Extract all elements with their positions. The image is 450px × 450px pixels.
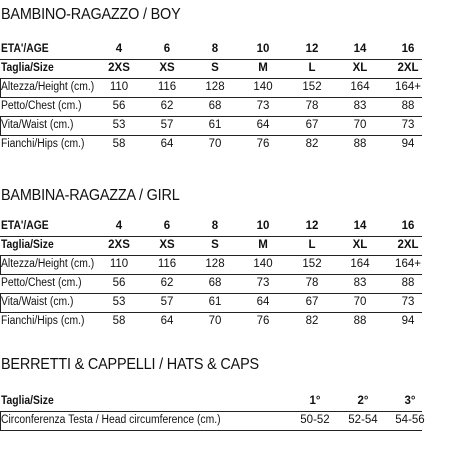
hips-row — [0, 135, 422, 154]
age-cell: 4 — [115, 43, 123, 55]
hips-label: Fianchi/Hips (cm.) — [1, 315, 85, 327]
size-label: Taglia/Size — [1, 62, 54, 74]
table-cell: 70 — [208, 315, 222, 327]
table-cell: 78 — [305, 277, 319, 289]
table-cell: 83 — [353, 100, 367, 112]
size-cell: 2XS — [108, 62, 130, 74]
table-cell: 110 — [109, 258, 129, 270]
table-cell: 56 — [112, 277, 126, 289]
size-cell: S — [211, 62, 219, 74]
chest-row — [0, 274, 422, 293]
table-cell: 52-54 — [348, 414, 378, 426]
table-cell: 78 — [305, 100, 319, 112]
size-cell: L — [308, 239, 316, 251]
size-cell: XS — [159, 239, 175, 251]
table-cell: 88 — [353, 138, 367, 150]
table-cell: 76 — [256, 138, 270, 150]
size-row — [0, 236, 422, 255]
table-cell: 116 — [157, 81, 177, 93]
age-cell: 14 — [353, 43, 367, 55]
height-label: Altezza/Height (cm.) — [1, 81, 95, 93]
table-cell: 56 — [112, 100, 126, 112]
age-cell: 16 — [401, 43, 415, 55]
column-divider — [0, 293, 1, 312]
age-cell: 6 — [163, 220, 171, 232]
table-cell: 50-52 — [300, 414, 330, 426]
table-cell: 94 — [401, 138, 415, 150]
table-cell: 88 — [353, 315, 367, 327]
age-cell: 8 — [211, 43, 219, 55]
table-cell: 76 — [256, 315, 270, 327]
size-cell: 3° — [404, 395, 416, 407]
table-cell: 58 — [112, 315, 126, 327]
size-cell: 2XL — [397, 239, 419, 251]
size-cell: 2XS — [108, 239, 130, 251]
table-cell: 64 — [160, 138, 174, 150]
table-cell: 53 — [112, 296, 126, 308]
size-label: Taglia/Size — [1, 239, 54, 251]
table-cell: 73 — [256, 100, 270, 112]
table-cell: 57 — [160, 296, 174, 308]
table-cell: 68 — [208, 277, 222, 289]
table-cell: 70 — [208, 138, 222, 150]
table-cell: 73 — [401, 119, 415, 131]
size-cell: XL — [352, 62, 368, 74]
table-cell: 64 — [160, 315, 174, 327]
size-cell: XS — [159, 62, 175, 74]
age-cell: 12 — [305, 43, 319, 55]
table-cell: 70 — [353, 119, 367, 131]
caps-title: BERRETTI & CAPPELLI / HATS & CAPS — [1, 356, 259, 373]
waist-row — [0, 116, 422, 135]
size-cell: M — [258, 62, 268, 74]
table-cell: 67 — [305, 119, 319, 131]
size-cell: 2XL — [397, 62, 419, 74]
table-cell: 164+ — [395, 258, 421, 270]
height-row — [0, 255, 422, 274]
table-cell: 164 — [350, 258, 370, 270]
table-cell: 82 — [305, 138, 319, 150]
table-cell: 64 — [256, 296, 270, 308]
table-cell: 58 — [112, 138, 126, 150]
hips-label: Fianchi/Hips (cm.) — [1, 138, 85, 150]
age-cell: 8 — [211, 220, 219, 232]
chest-label: Petto/Chest (cm.) — [1, 277, 82, 289]
size-cell: S — [211, 239, 219, 251]
table-cell: 61 — [208, 296, 222, 308]
table-cell: 67 — [305, 296, 319, 308]
age-cell: 4 — [115, 220, 123, 232]
age-label: ETA'/AGE — [1, 220, 49, 232]
waist-row — [0, 293, 422, 312]
age-cell: 10 — [256, 43, 270, 55]
row-divider — [0, 430, 422, 431]
table-cell: 68 — [208, 100, 222, 112]
waist-label: Vita/Waist (cm.) — [1, 296, 74, 308]
table-cell: 164+ — [395, 81, 421, 93]
chest-row — [0, 97, 422, 116]
table-cell: 88 — [401, 100, 415, 112]
table-cell: 53 — [112, 119, 126, 131]
size-row — [0, 392, 422, 411]
size-row — [0, 59, 422, 78]
girl-title: BAMBINA-RAGAZZA / GIRL — [1, 187, 180, 204]
size-cell: 2° — [357, 395, 369, 407]
table-cell: 57 — [160, 119, 174, 131]
age-row — [0, 40, 422, 59]
boy-title: BAMBINO-RAGAZZO / BOY — [1, 6, 181, 23]
age-label: ETA'/AGE — [1, 43, 49, 55]
table-cell: 152 — [302, 258, 322, 270]
height-row — [0, 78, 422, 97]
table-cell: 54-56 — [395, 414, 425, 426]
table-cell: 64 — [256, 119, 270, 131]
age-cell: 6 — [163, 43, 171, 55]
table-cell: 82 — [305, 315, 319, 327]
table-cell: 152 — [302, 81, 322, 93]
height-label: Altezza/Height (cm.) — [1, 258, 95, 270]
age-cell: 10 — [256, 220, 270, 232]
age-cell: 12 — [305, 220, 319, 232]
column-divider — [0, 411, 1, 430]
table-cell: 62 — [160, 100, 174, 112]
chest-label: Petto/Chest (cm.) — [1, 100, 82, 112]
age-cell: 16 — [401, 220, 415, 232]
table-cell: 128 — [205, 258, 225, 270]
size-cell: M — [258, 239, 268, 251]
waist-label: Vita/Waist (cm.) — [1, 119, 74, 131]
size-cell: 1° — [309, 395, 321, 407]
table-cell: 140 — [253, 81, 273, 93]
column-divider — [0, 255, 1, 274]
age-row — [0, 217, 422, 236]
table-cell: 110 — [109, 81, 129, 93]
size-cell: XL — [352, 239, 368, 251]
table-cell: 94 — [401, 315, 415, 327]
table-cell: 62 — [160, 277, 174, 289]
table-cell: 61 — [208, 119, 222, 131]
head-circumference-label: Circonferenza Testa / Head circumference (cm.) — [1, 414, 221, 426]
table-cell: 128 — [205, 81, 225, 93]
age-cell: 14 — [353, 220, 367, 232]
table-cell: 83 — [353, 277, 367, 289]
head-circumference-row — [0, 411, 425, 430]
hips-row — [0, 312, 422, 331]
table-cell: 73 — [256, 277, 270, 289]
table-cell: 73 — [401, 296, 415, 308]
table-cell: 140 — [253, 258, 273, 270]
column-divider — [0, 116, 1, 135]
table-cell: 164 — [350, 81, 370, 93]
column-divider — [0, 78, 1, 97]
size-label: Taglia/Size — [1, 395, 54, 407]
size-cell: L — [308, 62, 316, 74]
table-cell: 116 — [157, 258, 177, 270]
table-cell: 70 — [353, 296, 367, 308]
table-cell: 88 — [401, 277, 415, 289]
